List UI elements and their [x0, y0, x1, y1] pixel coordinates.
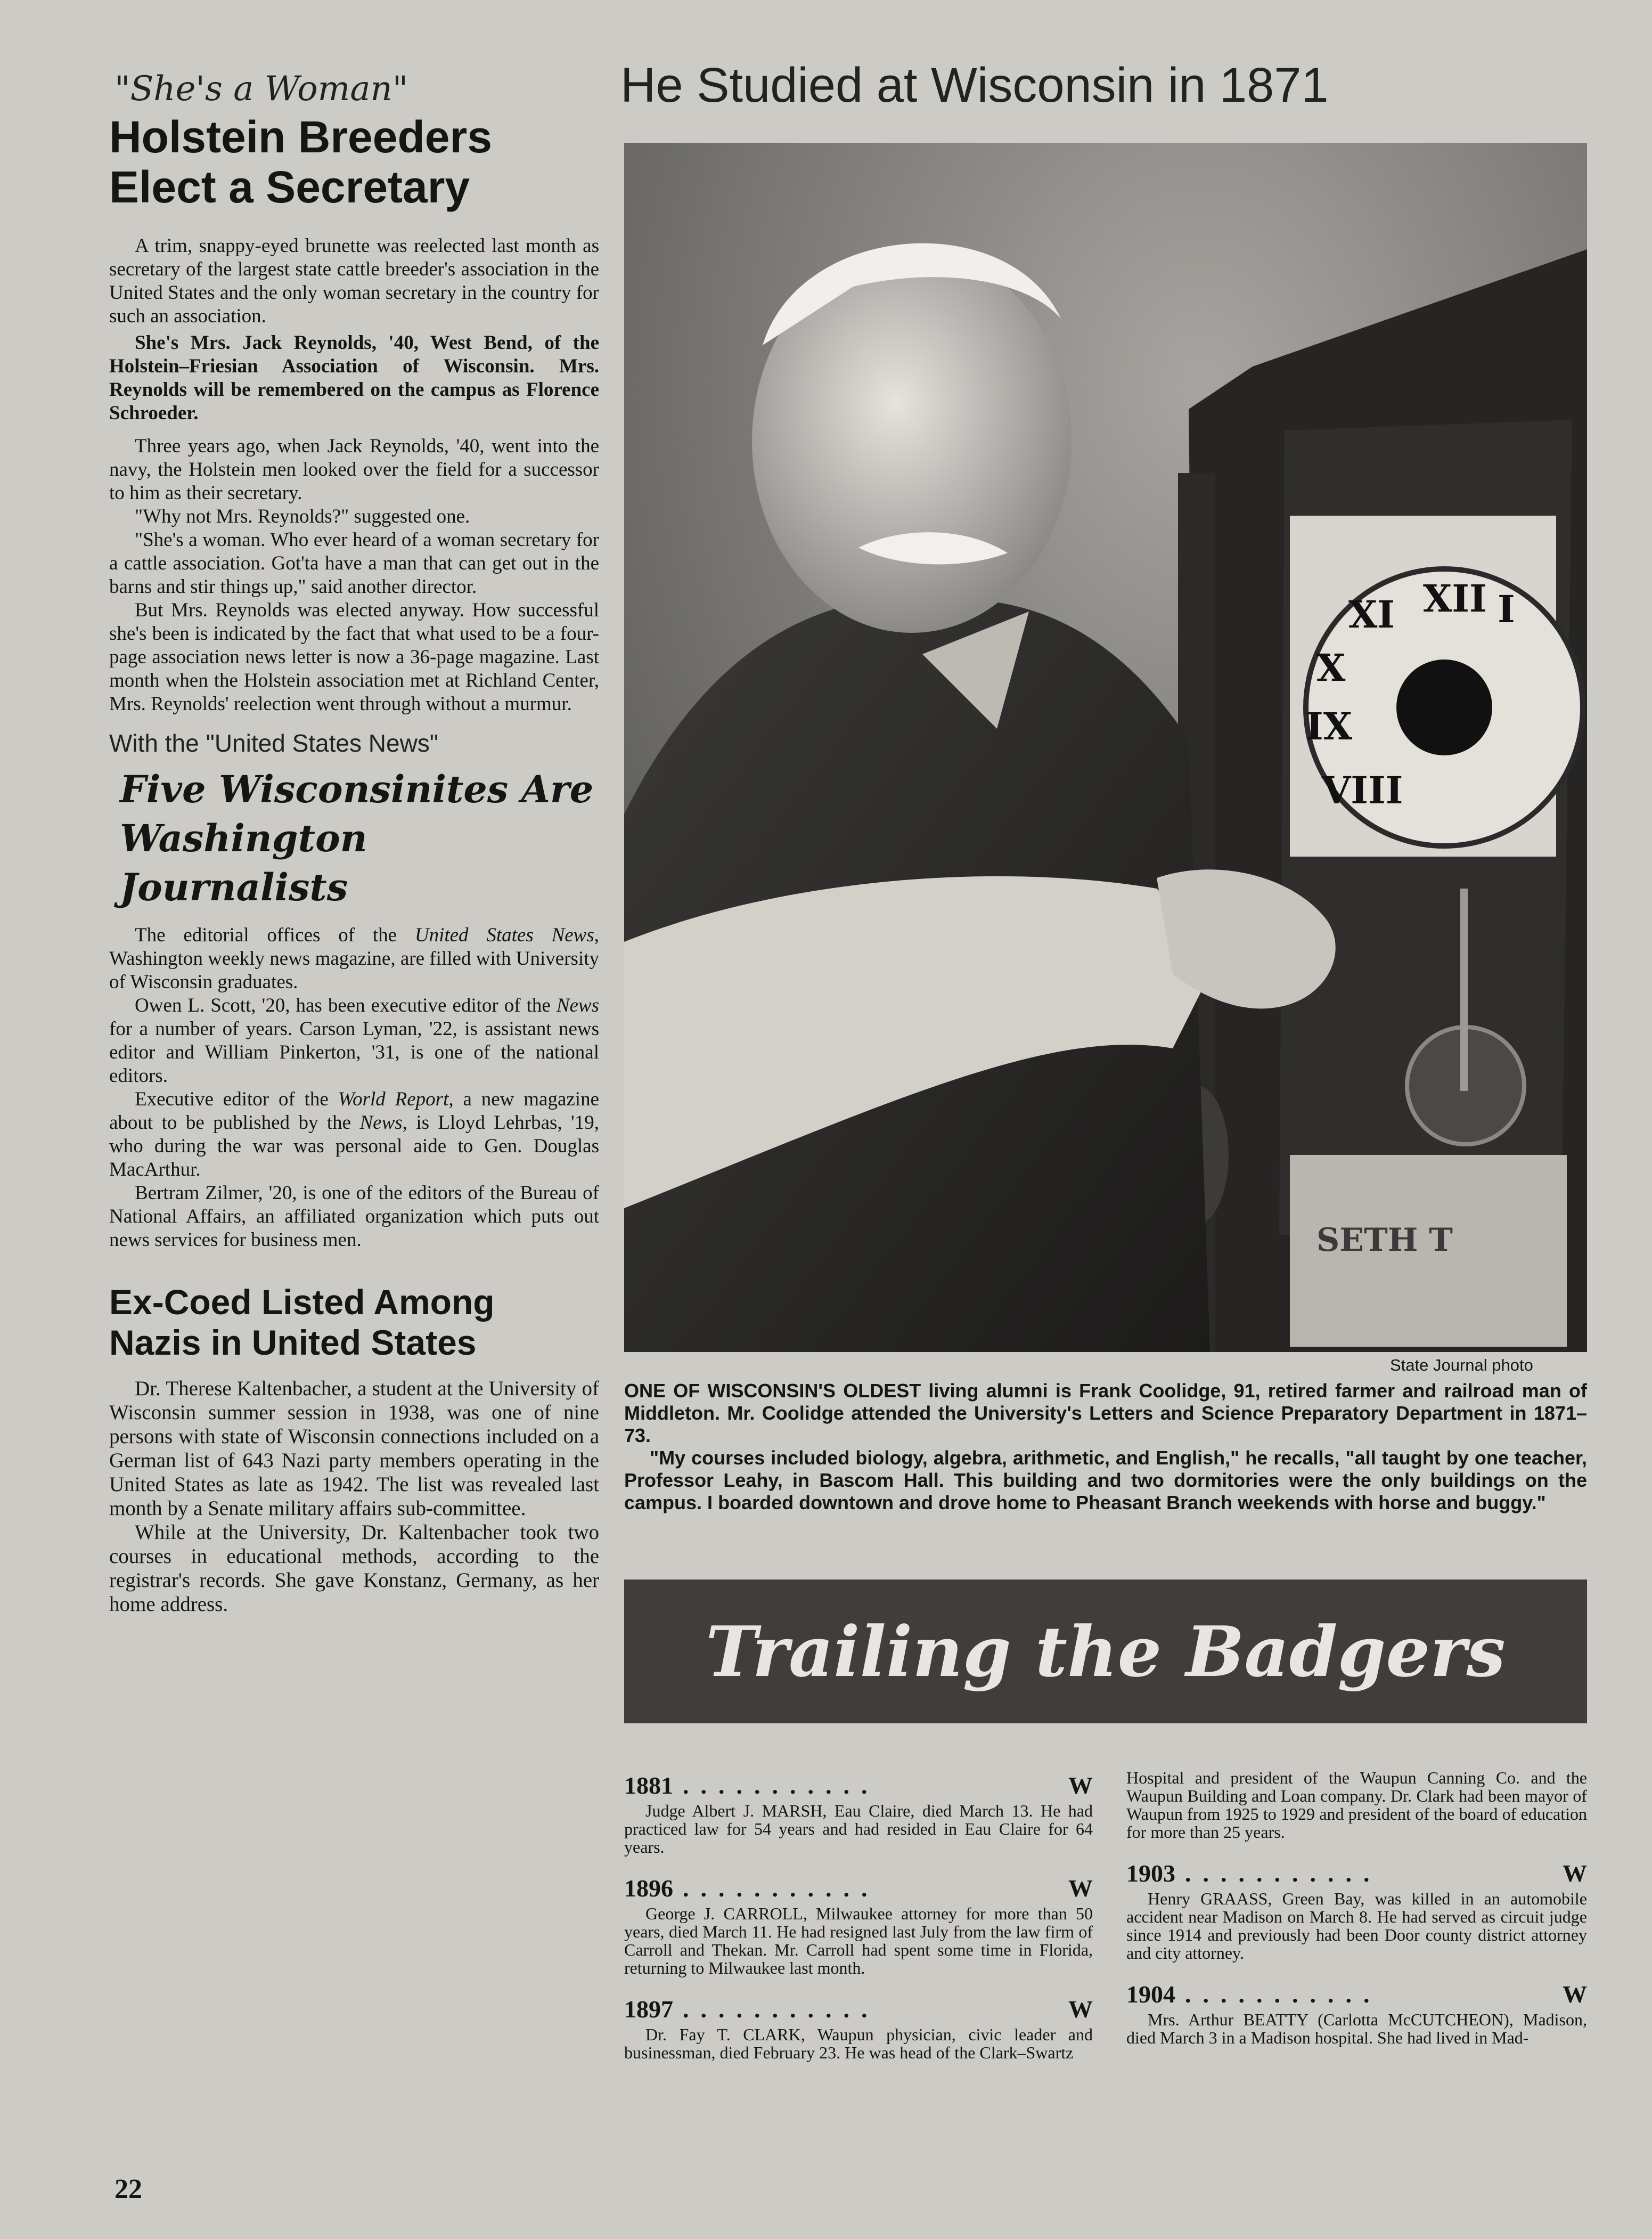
headline-ex-coed-line2: Nazis in United States — [109, 1323, 477, 1362]
story-holstein-p6: But Mrs. Reynolds was elected anyway. How successful she's been is indicated by the fact that what used to be a four-page association news letter is now a 36-page magazine. Last month when the Holstein association met at Richland Center, Mrs. Reynolds' reelection went through without a murmur. — [109, 599, 599, 715]
class-1897-heading — [624, 1995, 1093, 2023]
class-1904-dots: ........... — [1185, 1981, 1381, 2008]
class-1903-text — [1126, 1890, 1587, 1962]
headline-journalists — [120, 765, 599, 912]
story-ex-coed-p2: While at the University, Dr. Kaltenbacher took two courses in educational methods, according to the registrar's records. She gave Konstanz, Germany, as her home address. — [109, 1521, 599, 1616]
story-journalists-p2c: for a number of years. Carson Lyman, '22, is assistant news editor and William Pinkerton, '31, is one of the national editors. — [109, 1018, 599, 1087]
story-journalists-p2a: Owen L. Scott, '20, has been executive editor of the — [135, 995, 557, 1016]
photo-headline: He Studied at Wisconsin in 1871 — [620, 58, 1329, 112]
class-1897-dots: ........... — [683, 1996, 879, 2023]
svg-text:I: I — [1498, 587, 1515, 631]
svg-text:SETH T: SETH T — [1316, 1222, 1453, 1259]
class-1897-p: Dr. Fay T. CLARK, Waupun physician, civic leader and businessman, died February 23. He was head of the Clark–Swartz — [624, 2025, 1093, 2062]
svg-text:VIII: VIII — [1322, 768, 1403, 812]
story-holstein-p5: "She's a woman. Who ever heard of a woman secretary for a cattle association. Got'ta have a man that can get out in the barns and stir things up," said another director. — [109, 529, 599, 598]
kicker-us-news: With the "United States News" — [109, 729, 439, 757]
story-journalists-p3b: World Report — [338, 1088, 449, 1110]
story-journalists-p3e: , is Lloyd Lehrbas, '19, who during the war was personal aide to Gen. Douglas MacArthur. — [109, 1112, 599, 1180]
class-1897-cont-p: Hospital and president of the Waupun Canning Co. and the Waupun Building and Loan company. Dr. Clark had been mayor of Waupun from 1925 to 1929 and president of the board of education for more than 25 years. — [1126, 1768, 1587, 1842]
class-1904-mark: W — [1563, 1981, 1587, 2008]
class-1896-text — [624, 1904, 1093, 1977]
story-journalists-p1 — [109, 924, 599, 994]
class-1896-heading — [624, 1874, 1093, 1902]
headline-holstein-line1: Holstein Breeders — [109, 112, 492, 162]
headline-holstein-line2: Elect a Secretary — [109, 162, 470, 212]
story-journalists-p3 — [109, 1088, 599, 1182]
photo-caption-p1: ONE OF WISCONSIN'S OLDEST living alumni is Frank Coolidge, 91, retired farmer and railroad man of Middleton. Mr. Coolidge attended the University's Letters and Science Preparatory Department in 1871–73. — [624, 1380, 1587, 1446]
story-holstein-p1: A trim, snappy-eyed brunette was reelected last month as secretary of the largest state cattle breeder's association in the United States and the only woman secretary in the country for such an association. — [109, 235, 599, 327]
story-journalists-p3d: News — [359, 1112, 403, 1134]
story-ex-coed-p1: Dr. Therese Kaltenbacher, a student at the University of Wisconsin summer session in 1938, was one of nine persons with state of Wisconsin connections included on a German list of 643 Nazi party members operating in the United States as late as 1942. The list was revealed last month by a Senate military affairs sub-committee. — [109, 1377, 599, 1520]
story-journalists-p2b: News — [556, 995, 599, 1016]
story-journalists-p3c: , a new magazine about to be published by the — [109, 1088, 599, 1134]
class-1903-heading — [1126, 1859, 1587, 1887]
photo-credit: State Journal photo — [1390, 1356, 1533, 1374]
class-1881-dots: ........... — [683, 1772, 879, 1799]
svg-text:XII: XII — [1423, 576, 1487, 621]
class-1903-year: 1903 — [1126, 1860, 1175, 1887]
photo-caption-p2: "My courses included biology, algebra, arithmetic, and English," he recalls, "all taught by one teacher, Professor Leahy, in Bascom Hall. This building and two dormitories were the only buildings on the campus. I boarded downtown and drove home to Pheasant Branch weekends with horse and buggy." — [624, 1447, 1587, 1513]
story-journalists-p4: Bertram Zilmer, '20, is one of the editors of the Bureau of National Affairs, an affiliated organization which puts out news services for business men. — [109, 1182, 599, 1251]
class-1881-heading — [624, 1771, 1093, 1800]
class-1904-year: 1904 — [1126, 1981, 1175, 2008]
story-journalists-p2 — [109, 994, 599, 1088]
story-journalists-p3a: Executive editor of the — [135, 1088, 338, 1110]
class-1904-heading — [1126, 1980, 1587, 2008]
photo-frank-coolidge — [624, 143, 1587, 1352]
page-number: 22 — [115, 2174, 142, 2204]
left-column — [109, 69, 599, 1616]
class-1896-dots: ........... — [683, 1875, 879, 1902]
class-notes-col-a — [624, 1771, 1093, 2062]
svg-text:X: X — [1316, 646, 1346, 690]
class-1896-year: 1896 — [624, 1875, 673, 1902]
class-1897-mark: W — [1068, 1996, 1093, 2023]
photo-caption — [624, 1380, 1587, 1514]
class-1903-mark: W — [1563, 1860, 1587, 1887]
class-1903-p: Henry GRAASS, Green Bay, was killed in an automobile accident near Madison on March 8. He had served as circuit judge since 1914 and previously had been Door county district attorney and city attorney. — [1126, 1889, 1587, 1963]
class-1881-p: Judge Albert J. MARSH, Eau Claire, died March 13. He had practiced law for 54 years and had resided in Eau Claire for 64 years. — [624, 1801, 1093, 1857]
story-holstein-p2: She's Mrs. Jack Reynolds, '40, West Bend, of the Holstein–Friesian Association of Wisconsin. Mrs. Reynolds will be remembered on the campus as Florence Schroeder. — [109, 332, 599, 424]
story-holstein-p3: Three years ago, when Jack Reynolds, '40, went into the navy, the Holstein men looked over the field for a successor to him as their secretary. — [109, 435, 599, 504]
headline-journalists-line1: Five Wisconsinites Are — [120, 767, 594, 811]
trailing-banner-title: Trailing the Badgers — [706, 1610, 1506, 1692]
trailing-banner — [624, 1579, 1587, 1723]
class-1904-p: Mrs. Arthur BEATTY (Carlotta McCUTCHEON), Madison, died March 3 in a Madison hospital. She had lived in Mad- — [1126, 2010, 1587, 2047]
class-1904-text — [1126, 2010, 1587, 2047]
class-1881-year: 1881 — [624, 1772, 673, 1799]
class-1897-text — [624, 2025, 1093, 2062]
headline-ex-coed-line1: Ex-Coed Listed Among — [109, 1282, 495, 1322]
kicker-shes-a-woman: "She's a Woman" — [115, 69, 408, 109]
story-journalists-p1c: , Washington weekly news magazine, are filled with University of Wisconsin graduates. — [109, 924, 599, 993]
story-journalists-p1a: The editorial offices of the — [135, 924, 415, 946]
class-1881-mark: W — [1068, 1772, 1093, 1799]
story-journalists — [109, 924, 599, 1252]
headline-holstein — [109, 112, 599, 212]
svg-text:XI: XI — [1348, 592, 1395, 637]
class-1896-p: George J. CARROLL, Milwaukee attorney for more than 50 years, died March 11. He had resigned last July from the law firm of Carroll and Thekan. Mr. Carroll had spent some time in Florida, returning to Milwaukee last month. — [624, 1904, 1093, 1977]
headline-ex-coed — [109, 1282, 599, 1363]
story-holstein-p4: "Why not Mrs. Reynolds?" suggested one. — [135, 506, 470, 527]
headline-journalists-line2: Washington Journalists — [120, 816, 367, 909]
class-1897-year: 1897 — [624, 1996, 673, 2023]
story-journalists-p1b: United States News — [414, 924, 594, 946]
class-1896-mark: W — [1068, 1875, 1093, 1902]
story-holstein — [109, 234, 599, 716]
class-notes-col-b — [1126, 1769, 1587, 2047]
svg-text:IX: IX — [1306, 704, 1353, 748]
story-ex-coed — [109, 1377, 599, 1616]
class-1897-continued — [1126, 1769, 1587, 1841]
photo-illustration — [624, 143, 1587, 1352]
class-1903-dots: ........... — [1185, 1860, 1381, 1887]
class-1881-text — [624, 1802, 1093, 1856]
